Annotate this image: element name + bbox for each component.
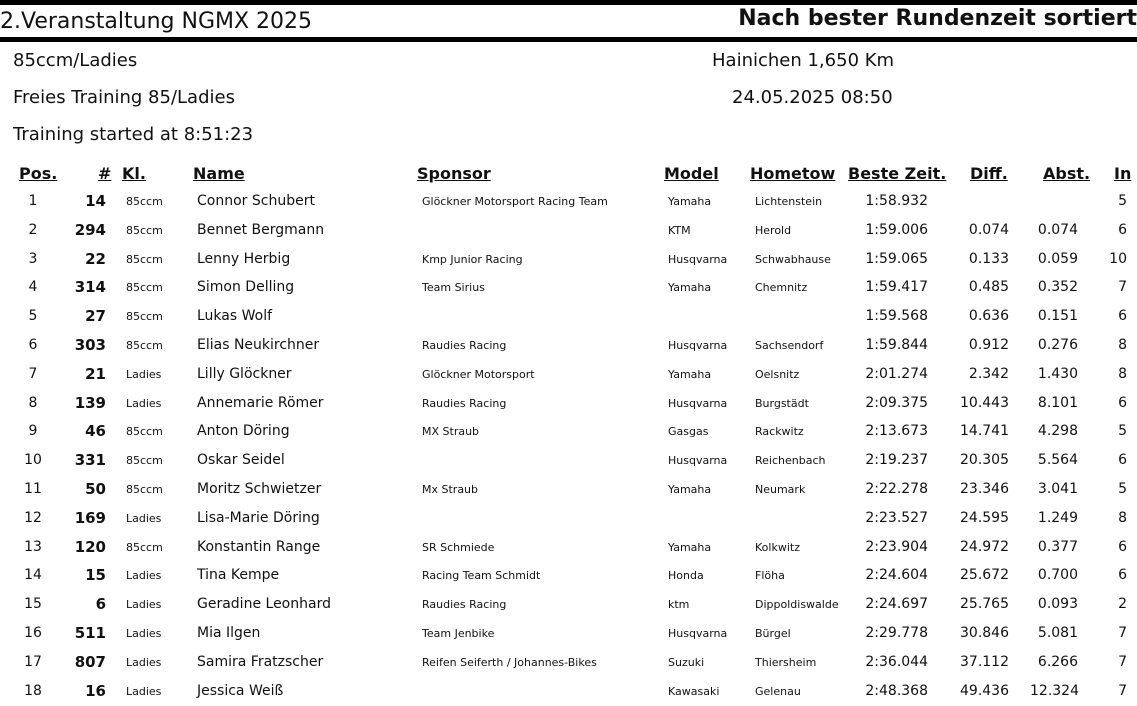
row-abst: 6.266 (1037, 653, 1078, 670)
table-row (0, 418, 1137, 447)
row-sponsor: SR Schmiede (422, 540, 495, 554)
row-best-time: 2:23.904 (865, 538, 928, 555)
row-name: Simon Delling (197, 279, 295, 296)
col-pos: Pos. (19, 164, 58, 183)
row-laps: 6 (1118, 538, 1127, 555)
row-sponsor: Racing Team Schmidt (422, 569, 541, 583)
row-name: Lisa-Marie Döring (197, 509, 320, 526)
row-class: Ladies (126, 511, 162, 525)
row-laps: 10 (1109, 250, 1127, 267)
row-laps: 6 (1118, 221, 1127, 238)
row-abst: 0.700 (1037, 567, 1078, 584)
results-header (0, 164, 1137, 186)
row-class: Ladies (126, 626, 162, 640)
row-position: 3 (28, 250, 38, 267)
row-diff: 0.636 (968, 308, 1009, 325)
row-sponsor: Mx Straub (422, 482, 479, 496)
row-number: 331 (74, 451, 106, 470)
row-sponsor: Team Sirius (422, 281, 485, 295)
row-laps: 7 (1118, 279, 1127, 296)
row-class: Ladies (126, 655, 162, 669)
row-position: 5 (28, 308, 38, 325)
row-name: Lilly Glöckner (197, 365, 292, 382)
row-sponsor: Kmp Junior Racing (422, 252, 523, 266)
row-laps: 2 (1118, 596, 1127, 613)
table-row (0, 332, 1137, 361)
row-abst: 3.041 (1037, 480, 1078, 497)
row-diff: 2.342 (968, 365, 1009, 382)
row-class: Ladies (126, 569, 162, 583)
row-name: Mia Ilgen (197, 624, 261, 641)
row-number: 15 (85, 566, 106, 585)
sort-label: Nach bester Rundenzeit sortiert (738, 6, 1137, 31)
row-number: 169 (74, 508, 106, 527)
row-best-time: 1:59.065 (865, 250, 928, 267)
row-laps: 8 (1118, 365, 1127, 382)
row-best-time: 2:22.278 (865, 480, 928, 497)
row-model: Husqvarna (668, 626, 728, 640)
row-laps: 6 (1118, 452, 1127, 469)
table-row (0, 620, 1137, 649)
row-number: 21 (85, 364, 106, 383)
row-position: 18 (24, 682, 42, 699)
row-sponsor: Glöckner Motorsport Racing Team (422, 195, 608, 208)
row-position: 8 (28, 394, 38, 411)
row-model: KTM (668, 223, 691, 237)
col-sponsor: Sponsor (417, 164, 491, 183)
row-sponsor: Raudies Racing (422, 396, 507, 410)
row-best-time: 1:59.417 (865, 279, 928, 296)
row-diff: 25.765 (960, 596, 1009, 613)
row-position: 16 (24, 624, 42, 641)
row-number: 50 (85, 479, 106, 498)
row-abst: 0.093 (1037, 596, 1078, 613)
row-class: 85ccm (126, 454, 163, 468)
row-name: Lenny Herbig (197, 250, 291, 267)
row-model: Yamaha (668, 195, 712, 208)
row-class: 85ccm (126, 338, 163, 352)
row-best-time: 2:29.778 (865, 624, 928, 641)
table-row (0, 188, 1137, 217)
col-model: Model (664, 164, 719, 183)
row-hometown: Thiersheim (755, 655, 817, 669)
row-class: Ladies (126, 598, 162, 612)
row-best-time: 1:58.932 (865, 193, 928, 209)
table-row (0, 390, 1137, 419)
row-name: Moritz Schwietzer (197, 480, 322, 497)
row-abst: 0.352 (1037, 279, 1078, 296)
row-number: 27 (85, 307, 106, 326)
title-rule (0, 37, 1137, 42)
row-position: 15 (24, 596, 42, 613)
table-row (0, 649, 1137, 678)
row-model: Gasgas (668, 425, 709, 439)
row-class: Ladies (126, 367, 162, 381)
row-hometown: Gelenau (755, 684, 801, 698)
row-class: 85ccm (126, 223, 163, 237)
row-sponsor: Raudies Racing (422, 598, 507, 612)
row-abst: 0.377 (1037, 538, 1078, 555)
table-row (0, 447, 1137, 476)
row-laps: 5 (1118, 193, 1127, 209)
row-abst: 0.151 (1037, 308, 1078, 325)
row-class: 85ccm (126, 425, 163, 439)
row-diff: 10.443 (960, 394, 1009, 411)
row-abst: 0.276 (1037, 336, 1078, 353)
col-in: In (1114, 164, 1132, 183)
row-hometown: Flöha (755, 569, 785, 583)
row-class: 85ccm (126, 540, 163, 554)
row-class: 85ccm (126, 195, 163, 208)
row-class: 85ccm (126, 482, 163, 496)
col-name: Name (193, 164, 245, 183)
row-abst: 0.074 (1037, 221, 1078, 238)
table-row (0, 303, 1137, 332)
table-row (0, 217, 1137, 246)
table-row (0, 562, 1137, 591)
row-laps: 6 (1118, 567, 1127, 584)
event-title: 2.Veranstaltung NGMX 2025 (0, 9, 313, 34)
row-number: 139 (74, 393, 106, 412)
row-position: 9 (28, 423, 38, 440)
row-class: 85ccm (126, 281, 163, 295)
row-best-time: 2:13.673 (865, 423, 928, 440)
row-name: Geradine Leonhard (197, 596, 331, 613)
top-rule (0, 0, 1137, 5)
row-hometown: Lichtenstein (755, 195, 823, 208)
row-best-time: 2:01.274 (865, 365, 928, 382)
row-position: 14 (24, 567, 42, 584)
row-best-time: 2:23.527 (865, 509, 928, 526)
col-num: # (98, 164, 112, 183)
row-model: Suzuki (668, 655, 705, 669)
row-class: Ladies (126, 684, 162, 698)
row-abst: 1.249 (1037, 509, 1078, 526)
row-number: 46 (85, 422, 106, 441)
row-model: Yamaha (668, 482, 712, 496)
row-number: 120 (74, 537, 106, 556)
row-model: Yamaha (668, 367, 712, 381)
row-hometown: Herold (755, 223, 792, 237)
row-model: Husqvarna (668, 252, 728, 266)
row-class: Ladies (126, 396, 162, 410)
class-label: 85ccm/Ladies (13, 50, 138, 71)
datetime-label: 24.05.2025 08:50 (732, 87, 893, 108)
row-laps: 7 (1118, 682, 1127, 699)
table-row (0, 678, 1137, 706)
row-best-time: 2:36.044 (865, 653, 928, 670)
row-sponsor: Reifen Seiferth / Johannes-Bikes (422, 655, 597, 669)
row-model: Husqvarna (668, 338, 728, 352)
row-name: Annemarie Römer (197, 394, 324, 411)
row-best-time: 2:24.697 (865, 596, 928, 613)
row-hometown: Rackwitz (755, 425, 804, 439)
start-time-label: Training started at 8:51:23 (13, 124, 254, 145)
row-number: 294 (74, 220, 106, 239)
row-laps: 5 (1118, 480, 1127, 497)
row-position: 6 (28, 336, 38, 353)
row-diff: 49.436 (960, 682, 1009, 699)
row-hometown: Burgstädt (755, 396, 809, 410)
col-hometown: Hometow (750, 164, 836, 183)
row-number: 511 (74, 623, 106, 642)
row-hometown: Chemnitz (755, 281, 808, 295)
row-position: 13 (24, 538, 42, 555)
results-table (0, 188, 1137, 706)
row-hometown: Kolkwitz (755, 540, 800, 554)
row-best-time: 1:59.844 (865, 336, 928, 353)
row-diff: 14.741 (960, 423, 1009, 440)
row-position: 1 (28, 193, 38, 209)
row-abst: 4.298 (1037, 423, 1078, 440)
row-laps: 6 (1118, 394, 1127, 411)
table-row (0, 274, 1137, 303)
row-diff: 24.972 (960, 538, 1009, 555)
row-abst: 12.324 (1030, 682, 1079, 699)
row-class: 85ccm (126, 310, 163, 324)
row-name: Tina Kempe (197, 567, 280, 584)
row-model: Yamaha (668, 540, 712, 554)
row-laps: 8 (1118, 336, 1127, 353)
col-class: Kl. (122, 164, 146, 183)
track-label: Hainichen 1,650 Km (712, 50, 895, 71)
row-diff: 0.133 (968, 250, 1009, 267)
table-row (0, 534, 1137, 563)
row-diff: 0.912 (968, 336, 1009, 353)
row-position: 17 (24, 653, 42, 670)
row-hometown: Dippoldiswalde (755, 598, 839, 612)
row-model: Kawasaki (668, 684, 720, 698)
row-abst: 0.059 (1037, 250, 1078, 267)
row-sponsor: Team Jenbike (422, 626, 495, 640)
row-name: Konstantin Range (197, 538, 321, 555)
row-name: Connor Schubert (197, 193, 315, 209)
row-position: 11 (24, 480, 42, 497)
row-position: 2 (28, 221, 38, 238)
table-row (0, 591, 1137, 620)
row-name: Jessica Weiß (197, 682, 284, 699)
row-hometown: Bürgel (755, 626, 791, 640)
row-laps: 8 (1118, 509, 1127, 526)
row-best-time: 2:09.375 (865, 394, 928, 411)
row-abst: 1.430 (1037, 365, 1078, 382)
row-position: 10 (24, 452, 42, 469)
col-abst: Abst. (1043, 164, 1091, 183)
row-hometown: Reichenbach (755, 454, 826, 468)
table-row (0, 476, 1137, 505)
row-position: 12 (24, 509, 42, 526)
row-laps: 5 (1118, 423, 1127, 440)
row-number: 22 (85, 249, 106, 268)
row-diff: 25.672 (960, 567, 1009, 584)
row-position: 4 (28, 279, 38, 296)
row-hometown: Neumark (755, 482, 806, 496)
row-best-time: 1:59.006 (865, 221, 928, 238)
row-diff: 20.305 (960, 452, 1009, 469)
row-number: 6 (95, 595, 106, 614)
row-number: 303 (74, 335, 106, 354)
row-best-time: 2:48.368 (865, 682, 928, 699)
row-name: Lukas Wolf (197, 308, 273, 325)
row-abst: 5.564 (1037, 452, 1078, 469)
row-position: 7 (28, 365, 38, 382)
row-best-time: 2:19.237 (865, 452, 928, 469)
row-laps: 6 (1118, 308, 1127, 325)
row-model: Honda (668, 569, 704, 583)
session-label: Freies Training 85/Ladies (13, 87, 235, 108)
table-row (0, 505, 1137, 534)
row-diff: 30.846 (960, 624, 1009, 641)
row-number: 314 (74, 278, 106, 297)
row-diff: 37.112 (960, 653, 1009, 670)
row-diff: 0.485 (968, 279, 1009, 296)
row-number: 14 (85, 192, 106, 210)
row-laps: 7 (1118, 624, 1127, 641)
row-abst: 8.101 (1037, 394, 1078, 411)
row-sponsor: MX Straub (422, 425, 480, 439)
table-row (0, 361, 1137, 390)
row-model: Yamaha (668, 281, 712, 295)
row-name: Oskar Seidel (197, 452, 285, 469)
row-diff: 23.346 (960, 480, 1009, 497)
row-model: Husqvarna (668, 396, 728, 410)
row-sponsor: Glöckner Motorsport (422, 367, 535, 381)
row-hometown: Schwabhause (755, 252, 831, 266)
col-best-time: Beste Zeit. (848, 164, 947, 183)
row-abst: 5.081 (1037, 624, 1078, 641)
row-hometown: Oelsnitz (755, 367, 800, 381)
row-diff: 24.595 (960, 509, 1009, 526)
row-name: Elias Neukirchner (197, 336, 320, 353)
row-laps: 7 (1118, 653, 1127, 670)
row-class: 85ccm (126, 252, 163, 266)
row-best-time: 2:24.604 (865, 567, 928, 584)
row-best-time: 1:59.568 (865, 308, 928, 325)
col-diff: Diff. (970, 164, 1008, 183)
table-row (0, 246, 1137, 275)
row-model: Husqvarna (668, 454, 728, 468)
row-diff: 0.074 (968, 221, 1009, 238)
row-model: ktm (668, 598, 690, 612)
row-name: Anton Döring (197, 423, 290, 440)
row-hometown: Sachsendorf (755, 338, 824, 352)
row-number: 16 (85, 681, 106, 700)
row-name: Bennet Bergmann (197, 221, 325, 238)
row-sponsor: Raudies Racing (422, 338, 507, 352)
row-name: Samira Fratzscher (197, 653, 324, 670)
row-number: 807 (74, 652, 106, 671)
